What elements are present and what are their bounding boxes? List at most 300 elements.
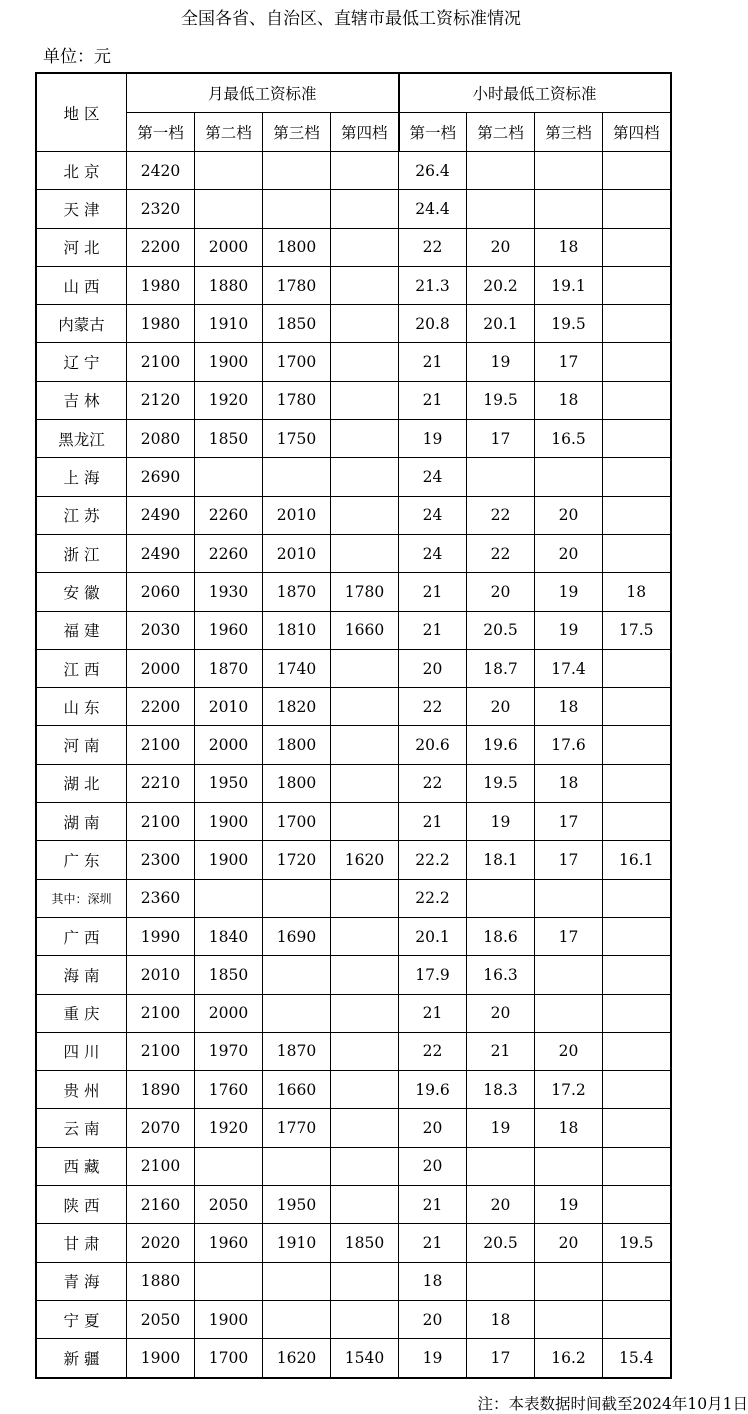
table-row (36, 879, 671, 917)
hourly-tier-4-cell (603, 688, 671, 726)
monthly-tier-4-cell (331, 688, 399, 726)
monthly-tier-1-cell: 2420 (127, 152, 195, 190)
monthly-tier-3-cell: 1800 (263, 726, 331, 764)
monthly-tier-3-cell: 1750 (263, 420, 331, 458)
monthly-tier-3-cell: 1700 (263, 803, 331, 841)
monthly-tier-3-cell: 1800 (263, 228, 331, 266)
region-cell: 新 疆 (36, 1339, 127, 1378)
hourly-tier-3-cell: 17 (535, 343, 603, 381)
region-cell: 上 海 (36, 458, 127, 496)
hourly-tier-2-cell (467, 1262, 535, 1300)
monthly-tier-1-cell: 2300 (127, 841, 195, 879)
monthly-tier-3-cell: 1690 (263, 917, 331, 955)
monthly-tier-2-cell: 1910 (195, 305, 263, 343)
hourly-tier-2-cell: 19.6 (467, 726, 535, 764)
hourly-tier-1-cell: 21 (399, 1186, 467, 1224)
hourly-tier-1-cell: 24 (399, 458, 467, 496)
hourly-tier-2-cell: 18.7 (467, 649, 535, 687)
hourly-tier-2-cell: 18 (467, 1300, 535, 1338)
monthly-tier-3-cell (263, 956, 331, 994)
hourly-tier-4-cell: 15.4 (603, 1339, 671, 1378)
hourly-tier-1-cell: 22 (399, 764, 467, 802)
region-cell: 浙 江 (36, 534, 127, 572)
monthly-tier-2-cell: 1920 (195, 1109, 263, 1147)
hourly-tier-4-cell (603, 994, 671, 1032)
table-row (36, 381, 671, 419)
monthly-tier-1-cell: 2160 (127, 1186, 195, 1224)
hourly-tier-1-cell: 21 (399, 573, 467, 611)
monthly-tier-4-cell (331, 994, 399, 1032)
region-cell: 黑龙江 (36, 420, 127, 458)
region-cell: 福 建 (36, 611, 127, 649)
monthly-tier-2-cell: 1900 (195, 803, 263, 841)
monthly-tier-1-cell: 2200 (127, 228, 195, 266)
monthly-tier-4-cell: 1540 (331, 1339, 399, 1378)
hourly-tier-4-cell (603, 649, 671, 687)
monthly-tier-2-cell: 1920 (195, 381, 263, 419)
hourly-tier-1-cell: 20 (399, 1109, 467, 1147)
hourly-tier-4-cell (603, 534, 671, 572)
hourly-tier-2-cell: 20 (467, 1186, 535, 1224)
monthly-tier-1-cell: 2120 (127, 381, 195, 419)
footnote: 注：本表数据时间截至2024年10月1日 (477, 1395, 748, 1413)
hourly-tier-3-cell: 18 (535, 688, 603, 726)
hourly-tier-4-cell (603, 1032, 671, 1070)
hourly-tier-2-cell: 20.2 (467, 266, 535, 304)
monthly-header: 月最低工资标准 (127, 73, 399, 113)
table-row (36, 1262, 671, 1300)
hourly-tier-2-cell (467, 152, 535, 190)
hourly-tier-3-cell: 17 (535, 803, 603, 841)
minimum-wage-table (35, 72, 672, 1379)
monthly-tier-2-cell (195, 458, 263, 496)
monthly-tier-4-cell (331, 1186, 399, 1224)
monthly-tier-4-cell (331, 343, 399, 381)
hourly-tier-4-cell (603, 420, 671, 458)
hourly-tier-4-cell (603, 458, 671, 496)
hourly-tier-3-cell: 17 (535, 841, 603, 879)
monthly-tier-2-cell: 1900 (195, 343, 263, 381)
hourly-tier-4-cell: 19.5 (603, 1224, 671, 1262)
hourly-tier-1-cell: 22 (399, 688, 467, 726)
hourly-tier-2-cell: 21 (467, 1032, 535, 1070)
region-cell: 广 东 (36, 841, 127, 879)
hourly-tier-2-cell: 20.5 (467, 1224, 535, 1262)
table-row (36, 611, 671, 649)
monthly-tier-2-cell: 2050 (195, 1186, 263, 1224)
region-cell: 重 庆 (36, 994, 127, 1032)
monthly-tier-3-header: 第三档 (263, 113, 331, 152)
hourly-tier-4-cell (603, 496, 671, 534)
monthly-tier-2-cell: 1870 (195, 649, 263, 687)
hourly-tier-2-cell: 22 (467, 534, 535, 572)
monthly-tier-2-cell (195, 1147, 263, 1185)
region-cell: 江 苏 (36, 496, 127, 534)
table-row (36, 1224, 671, 1262)
monthly-tier-2-cell: 1880 (195, 266, 263, 304)
hourly-tier-4-cell (603, 266, 671, 304)
monthly-tier-3-cell: 1870 (263, 573, 331, 611)
hourly-tier-3-cell: 19.1 (535, 266, 603, 304)
monthly-tier-1-cell: 2210 (127, 764, 195, 802)
hourly-tier-3-cell: 20 (535, 1032, 603, 1070)
hourly-tier-4-cell (603, 1186, 671, 1224)
region-cell: 内蒙古 (36, 305, 127, 343)
region-cell: 广 西 (36, 917, 127, 955)
table-row (36, 726, 671, 764)
hourly-tier-3-cell: 19.5 (535, 305, 603, 343)
monthly-tier-1-cell: 2490 (127, 496, 195, 534)
monthly-tier-2-cell: 2010 (195, 688, 263, 726)
hourly-tier-2-cell: 17 (467, 1339, 535, 1378)
monthly-tier-2-cell: 2260 (195, 534, 263, 572)
monthly-tier-1-cell: 2070 (127, 1109, 195, 1147)
region-cell: 吉 林 (36, 381, 127, 419)
region-cell: 云 南 (36, 1109, 127, 1147)
monthly-tier-3-cell: 1810 (263, 611, 331, 649)
monthly-tier-1-cell: 2100 (127, 1032, 195, 1070)
region-cell: 湖 北 (36, 764, 127, 802)
hourly-tier-1-cell: 20 (399, 1147, 467, 1185)
region-cell: 宁 夏 (36, 1300, 127, 1338)
region-cell: 其中：深圳 (36, 879, 127, 917)
monthly-tier-3-cell: 1950 (263, 1186, 331, 1224)
unit-label: 单位：元 (43, 47, 111, 67)
monthly-tier-1-cell: 1980 (127, 266, 195, 304)
hourly-tier-1-cell: 19 (399, 1339, 467, 1378)
monthly-tier-2-cell: 1930 (195, 573, 263, 611)
hourly-tier-4-cell (603, 1071, 671, 1109)
monthly-tier-4-cell (331, 266, 399, 304)
hourly-tier-2-cell (467, 1147, 535, 1185)
hourly-tier-3-cell: 16.5 (535, 420, 603, 458)
hourly-tier-4-cell: 17.5 (603, 611, 671, 649)
hourly-tier-2-cell: 22 (467, 496, 535, 534)
monthly-tier-4-cell (331, 726, 399, 764)
hourly-tier-3-cell (535, 1262, 603, 1300)
hourly-tier-2-cell: 19.5 (467, 764, 535, 802)
table-row (36, 266, 671, 304)
table-row (36, 688, 671, 726)
table-row (36, 1032, 671, 1070)
hourly-tier-2-cell: 20 (467, 573, 535, 611)
table-row (36, 1186, 671, 1224)
table-row (36, 534, 671, 572)
monthly-tier-2-cell: 1960 (195, 1224, 263, 1262)
hourly-tier-3-cell: 20 (535, 1224, 603, 1262)
monthly-tier-4-cell: 1780 (331, 573, 399, 611)
monthly-tier-4-cell (331, 1071, 399, 1109)
hourly-tier-3-cell (535, 879, 603, 917)
monthly-tier-3-cell (263, 152, 331, 190)
monthly-tier-1-cell: 2010 (127, 956, 195, 994)
page-title: 全国各省、自治区、直辖市最低工资标准情况 (181, 9, 521, 29)
region-cell: 西 藏 (36, 1147, 127, 1185)
monthly-tier-3-cell: 1660 (263, 1071, 331, 1109)
table-row (36, 841, 671, 879)
region-cell: 辽 宁 (36, 343, 127, 381)
hourly-tier-2-cell (467, 190, 535, 228)
region-cell: 山 东 (36, 688, 127, 726)
monthly-tier-2-cell: 2000 (195, 228, 263, 266)
hourly-tier-2-cell: 20.1 (467, 305, 535, 343)
monthly-tier-1-cell: 1890 (127, 1071, 195, 1109)
hourly-tier-1-cell: 21 (399, 803, 467, 841)
monthly-tier-3-cell: 1780 (263, 381, 331, 419)
monthly-tier-4-cell (331, 879, 399, 917)
hourly-tier-2-header: 第二档 (467, 113, 535, 152)
hourly-tier-1-cell: 18 (399, 1262, 467, 1300)
hourly-tier-1-cell: 20.6 (399, 726, 467, 764)
hourly-tier-2-cell: 18.1 (467, 841, 535, 879)
monthly-tier-1-cell: 2100 (127, 994, 195, 1032)
monthly-tier-1-cell: 1880 (127, 1262, 195, 1300)
monthly-tier-1-cell: 1980 (127, 305, 195, 343)
monthly-tier-3-cell (263, 879, 331, 917)
hourly-tier-1-cell: 21.3 (399, 266, 467, 304)
hourly-tier-3-cell (535, 152, 603, 190)
monthly-tier-4-header: 第四档 (331, 113, 399, 152)
monthly-tier-4-cell (331, 1262, 399, 1300)
hourly-tier-1-cell: 20.1 (399, 917, 467, 955)
hourly-tier-1-cell: 20.8 (399, 305, 467, 343)
hourly-tier-4-cell: 18 (603, 573, 671, 611)
hourly-tier-2-cell: 16.3 (467, 956, 535, 994)
hourly-tier-2-cell: 17 (467, 420, 535, 458)
monthly-tier-2-cell: 2000 (195, 994, 263, 1032)
monthly-tier-1-cell: 2050 (127, 1300, 195, 1338)
monthly-tier-1-cell: 2490 (127, 534, 195, 572)
hourly-tier-1-cell: 22 (399, 228, 467, 266)
hourly-tier-1-cell: 17.9 (399, 956, 467, 994)
region-cell: 河 南 (36, 726, 127, 764)
hourly-tier-3-cell (535, 190, 603, 228)
hourly-tier-4-cell (603, 381, 671, 419)
monthly-tier-4-cell (331, 305, 399, 343)
monthly-tier-4-cell (331, 534, 399, 572)
hourly-tier-4-cell (603, 764, 671, 802)
table-row (36, 1109, 671, 1147)
hourly-tier-3-cell: 17.6 (535, 726, 603, 764)
hourly-tier-1-cell: 22.2 (399, 841, 467, 879)
region-cell: 甘 肃 (36, 1224, 127, 1262)
monthly-tier-3-cell (263, 458, 331, 496)
hourly-tier-3-cell: 18 (535, 381, 603, 419)
monthly-tier-2-cell: 1900 (195, 1300, 263, 1338)
hourly-tier-2-cell: 20 (467, 228, 535, 266)
monthly-tier-3-cell: 1700 (263, 343, 331, 381)
monthly-tier-3-cell: 1780 (263, 266, 331, 304)
monthly-tier-3-cell: 1850 (263, 305, 331, 343)
table-row (36, 496, 671, 534)
monthly-tier-4-cell: 1850 (331, 1224, 399, 1262)
region-cell: 青 海 (36, 1262, 127, 1300)
monthly-tier-1-cell: 2100 (127, 343, 195, 381)
monthly-tier-4-cell (331, 458, 399, 496)
hourly-tier-2-cell: 20.5 (467, 611, 535, 649)
hourly-tier-3-cell: 19 (535, 573, 603, 611)
monthly-tier-2-cell (195, 879, 263, 917)
hourly-tier-3-cell: 17.2 (535, 1071, 603, 1109)
monthly-tier-1-cell: 2360 (127, 879, 195, 917)
hourly-tier-3-cell: 18 (535, 1109, 603, 1147)
hourly-tier-4-cell (603, 1109, 671, 1147)
monthly-tier-4-cell (331, 420, 399, 458)
hourly-tier-2-cell: 18.3 (467, 1071, 535, 1109)
hourly-tier-3-cell: 19 (535, 611, 603, 649)
monthly-tier-4-cell (331, 1109, 399, 1147)
monthly-tier-4-cell (331, 496, 399, 534)
hourly-tier-4-cell (603, 879, 671, 917)
monthly-tier-1-cell: 2030 (127, 611, 195, 649)
monthly-tier-1-cell: 2000 (127, 649, 195, 687)
table-row (36, 458, 671, 496)
monthly-tier-2-cell: 2000 (195, 726, 263, 764)
region-header: 地 区 (36, 73, 127, 152)
monthly-tier-2-cell: 1850 (195, 420, 263, 458)
table-row (36, 917, 671, 955)
monthly-tier-1-cell: 2320 (127, 190, 195, 228)
table-row (36, 764, 671, 802)
region-cell: 山 西 (36, 266, 127, 304)
monthly-tier-3-cell (263, 994, 331, 1032)
monthly-tier-4-cell (331, 1300, 399, 1338)
monthly-tier-1-cell: 2080 (127, 420, 195, 458)
monthly-tier-3-cell: 1910 (263, 1224, 331, 1262)
region-cell: 四 川 (36, 1032, 127, 1070)
hourly-tier-2-cell: 20 (467, 688, 535, 726)
hourly-tier-2-cell: 19 (467, 1109, 535, 1147)
table-row (36, 956, 671, 994)
monthly-tier-1-header: 第一档 (127, 113, 195, 152)
hourly-tier-1-cell: 20 (399, 649, 467, 687)
hourly-tier-2-cell: 19 (467, 343, 535, 381)
region-cell: 安 徽 (36, 573, 127, 611)
monthly-tier-4-cell (331, 1032, 399, 1070)
region-cell: 北 京 (36, 152, 127, 190)
hourly-tier-3-cell (535, 1300, 603, 1338)
table-row (36, 1071, 671, 1109)
hourly-tier-4-cell (603, 1147, 671, 1185)
monthly-tier-4-cell (331, 228, 399, 266)
table-row (36, 420, 671, 458)
hourly-tier-3-cell: 20 (535, 534, 603, 572)
hourly-tier-1-cell: 21 (399, 994, 467, 1032)
table-row (36, 1339, 671, 1378)
monthly-tier-1-cell: 2100 (127, 803, 195, 841)
monthly-tier-4-cell (331, 381, 399, 419)
hourly-tier-3-cell: 18 (535, 228, 603, 266)
hourly-tier-4-cell (603, 917, 671, 955)
monthly-tier-4-cell: 1620 (331, 841, 399, 879)
monthly-tier-3-cell: 1870 (263, 1032, 331, 1070)
table-row (36, 305, 671, 343)
hourly-tier-4-cell (603, 190, 671, 228)
hourly-tier-1-cell: 22 (399, 1032, 467, 1070)
hourly-tier-3-cell: 19 (535, 1186, 603, 1224)
hourly-tier-1-cell: 21 (399, 1224, 467, 1262)
hourly-tier-2-cell (467, 458, 535, 496)
monthly-tier-4-cell (331, 917, 399, 955)
hourly-tier-3-cell: 18 (535, 764, 603, 802)
monthly-tier-2-header: 第二档 (195, 113, 263, 152)
hourly-tier-4-cell (603, 152, 671, 190)
hourly-tier-1-cell: 26.4 (399, 152, 467, 190)
monthly-tier-1-cell: 2100 (127, 726, 195, 764)
monthly-tier-2-cell: 1840 (195, 917, 263, 955)
monthly-tier-4-cell: 1660 (331, 611, 399, 649)
monthly-tier-2-cell (195, 190, 263, 228)
monthly-tier-3-cell (263, 190, 331, 228)
hourly-tier-1-cell: 21 (399, 343, 467, 381)
table-row (36, 573, 671, 611)
table-row (36, 1300, 671, 1338)
region-cell: 贵 州 (36, 1071, 127, 1109)
table-row (36, 1147, 671, 1185)
hourly-tier-3-cell: 17 (535, 917, 603, 955)
hourly-tier-4-cell (603, 343, 671, 381)
monthly-tier-1-cell: 2100 (127, 1147, 195, 1185)
monthly-tier-3-cell: 1820 (263, 688, 331, 726)
table-row (36, 649, 671, 687)
monthly-tier-3-cell: 1720 (263, 841, 331, 879)
table-row (36, 343, 671, 381)
hourly-tier-2-cell (467, 879, 535, 917)
hourly-tier-1-cell: 19.6 (399, 1071, 467, 1109)
region-cell: 河 北 (36, 228, 127, 266)
hourly-tier-3-cell (535, 994, 603, 1032)
hourly-tier-1-cell: 21 (399, 611, 467, 649)
hourly-tier-1-cell: 24 (399, 496, 467, 534)
hourly-tier-1-cell: 20 (399, 1300, 467, 1338)
monthly-tier-3-cell: 1740 (263, 649, 331, 687)
hourly-tier-3-cell (535, 1147, 603, 1185)
monthly-tier-2-cell (195, 152, 263, 190)
monthly-tier-3-cell: 2010 (263, 534, 331, 572)
table-row (36, 994, 671, 1032)
monthly-tier-4-cell (331, 956, 399, 994)
hourly-tier-3-cell: 16.2 (535, 1339, 603, 1378)
monthly-tier-2-cell: 1900 (195, 841, 263, 879)
monthly-tier-3-cell: 1770 (263, 1109, 331, 1147)
monthly-tier-2-cell: 1950 (195, 764, 263, 802)
hourly-tier-4-cell: 16.1 (603, 841, 671, 879)
monthly-tier-4-cell (331, 152, 399, 190)
monthly-tier-3-cell (263, 1300, 331, 1338)
monthly-tier-3-cell: 1800 (263, 764, 331, 802)
monthly-tier-2-cell: 1960 (195, 611, 263, 649)
hourly-header: 小时最低工资标准 (399, 73, 671, 113)
hourly-tier-4-cell (603, 305, 671, 343)
hourly-tier-3-cell: 17.4 (535, 649, 603, 687)
hourly-tier-1-cell: 22.2 (399, 879, 467, 917)
hourly-tier-1-cell: 21 (399, 381, 467, 419)
monthly-tier-2-cell: 1700 (195, 1339, 263, 1378)
hourly-tier-4-cell (603, 726, 671, 764)
monthly-tier-1-cell: 2060 (127, 573, 195, 611)
table-row (36, 803, 671, 841)
monthly-tier-2-cell: 1970 (195, 1032, 263, 1070)
hourly-tier-3-cell (535, 956, 603, 994)
monthly-tier-3-cell: 1620 (263, 1339, 331, 1378)
hourly-tier-4-cell (603, 956, 671, 994)
monthly-tier-2-cell (195, 1262, 263, 1300)
monthly-tier-3-cell (263, 1262, 331, 1300)
hourly-tier-4-cell (603, 1300, 671, 1338)
monthly-tier-4-cell (331, 803, 399, 841)
hourly-tier-4-header: 第四档 (603, 113, 671, 152)
table-row (36, 228, 671, 266)
